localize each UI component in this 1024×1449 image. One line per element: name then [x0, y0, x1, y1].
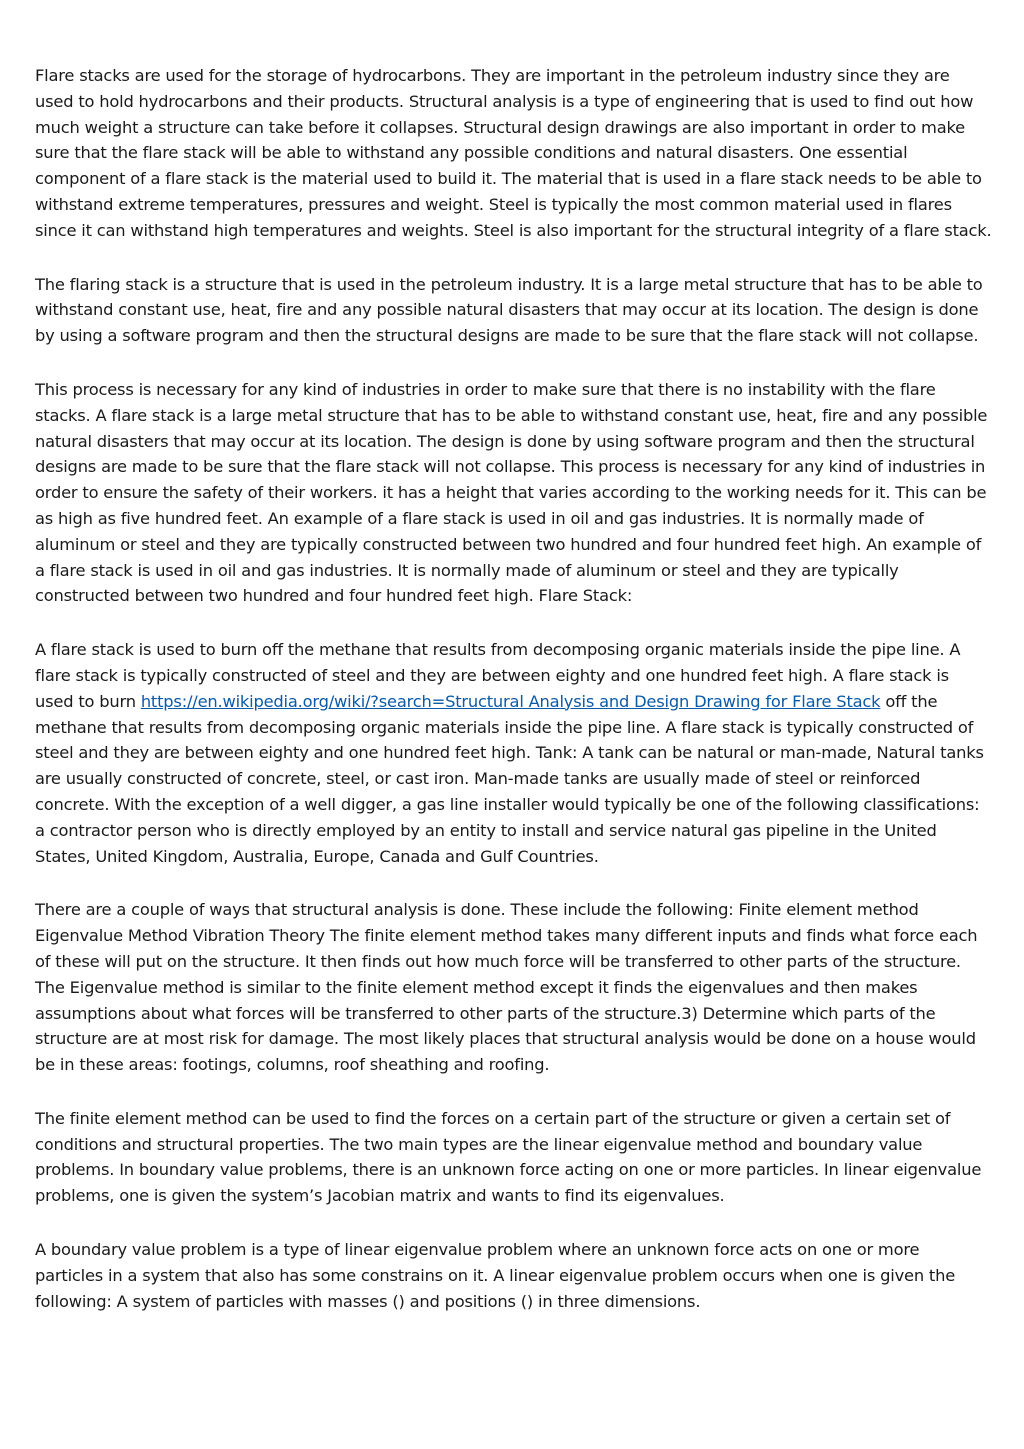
paragraph-boundary-value-problem: A boundary value problem is a type of linear eigenvalue problem where an unknown force acts on one or more particles in a system that also has some constrains on it. A linear eigenvalue problem occurs when one is given the following: A system of particles with masses () and positions () in three dimensions.	[35, 1240, 956, 1311]
paragraph-finite-element-method: The finite element method can be used to find the forces on a certain part of the structure or given a certain set of conditions and structural properties. The two main types are the linear eigenvalue method and boundary value problems. In boundary value problems, there is an unknown force acting on one or more particles. In linear eigenvalue problems, one is given the system’s Jacobian matrix and wants to find its eigenvalues.	[35, 1108, 982, 1206]
paragraph-burn-methane	[35, 637, 992, 869]
paragraph-flaring-stack: The flaring stack is a structure that is used in the petroleum industry. It is a large metal structure that has to be able to withstand constant use, heat, fire and any possible natural disasters that may occur at its location. The design is done by using a software program and then the structural designs are made to be sure that the flare stack will not collapse.	[35, 274, 983, 346]
wikipedia-search-link[interactable]: https://en.wikipedia.org/wiki/?search=Structural Analysis and Design Drawing for Flare Stack	[140, 691, 881, 711]
paragraph-flare-stacks-intro: Flare stacks are used for the storage of hydrocarbons. They are important in the petroleum industry since they are used to hold hydrocarbons and their products. Structural analysis is a type of engineering that is used to find out how much weight a structure can take before it collapses. Structural design drawings are also important in order to make sure that the flare stack will be able to withstand any possible conditions and natural disasters. One essential component of a flare stack is the material used to build it. The material that is used in a flare stack needs to be able to withstand extreme temperatures, pressures and weight. Steel is typically the most common material used in flares since it can withstand high temperatures and weights. Steel is also important for the structural integrity of a flare stack.	[35, 66, 992, 240]
paragraph-structural-analysis-methods: There are a couple of ways that structural analysis is done. These include the following: Finite element method Eigenvalue Method Vibration Theory The finite element method takes many different inputs and finds what force each of these will put on the structure. It then finds out how much force will be transferred to other parts of the structure. The Eigenvalue method is similar to the finite element method except it finds the eigenvalues and then makes assumptions about what forces will be transferred to other parts of the structure.3) Determine which parts of the structure are at most risk for damage. The most likely places that structural analysis would be done on a house would be in these areas: footings, columns, roof sheathing and roofing.	[35, 900, 978, 1075]
document-body	[35, 63, 992, 1342]
paragraph-text: off the methane that results from decomposing organic materials inside the pipe line. A flare stack is typically constructed of steel and they are between eighty and one hundred feet high. Tank: A tank can be natural or man-made, Natural tanks are usually constructed of concrete, steel, or cast iron. Man-made tanks are usually made of steel or reinforced concrete. With the exception of a well digger, a gas line installer would typically be one of the following classifications: a contractor person who is directly employed by an entity to install and service natural gas pipeline in the United States, United Kingdom, Australia, Europe, Canada and Gulf Countries.	[35, 691, 984, 866]
paragraph-text: A flare stack is used to burn off the methane that results from decomposing organic materials inside the pipe line. A flare stack is typically constructed of steel and they are between eighty and one hundred feet high. A flare stack is used to burn	[35, 640, 961, 711]
paragraph-process-necessary: This process is necessary for any kind of industries in order to make sure that there is no instability with the flare stacks. A flare stack is a large metal structure that has to be able to withstand constant use, heat, fire and any possible natural disasters that may occur at its location. The design is done by using software program and then the structural designs are made to be sure that the flare stack will not collapse. This process is necessary for any kind of industries in order to ensure the safety of their workers. it has a height that varies according to the working needs for it. This can be as high as five hundred feet. An example of a flare stack is used in oil and gas industries. It is normally made of aluminum or steel and they are typically constructed between two hundred and four hundred feet high. An example of a flare stack is used in oil and gas industries. It is normally made of aluminum or steel and they are typically constructed between two hundred and four hundred feet high. Flare Stack:	[35, 379, 988, 606]
